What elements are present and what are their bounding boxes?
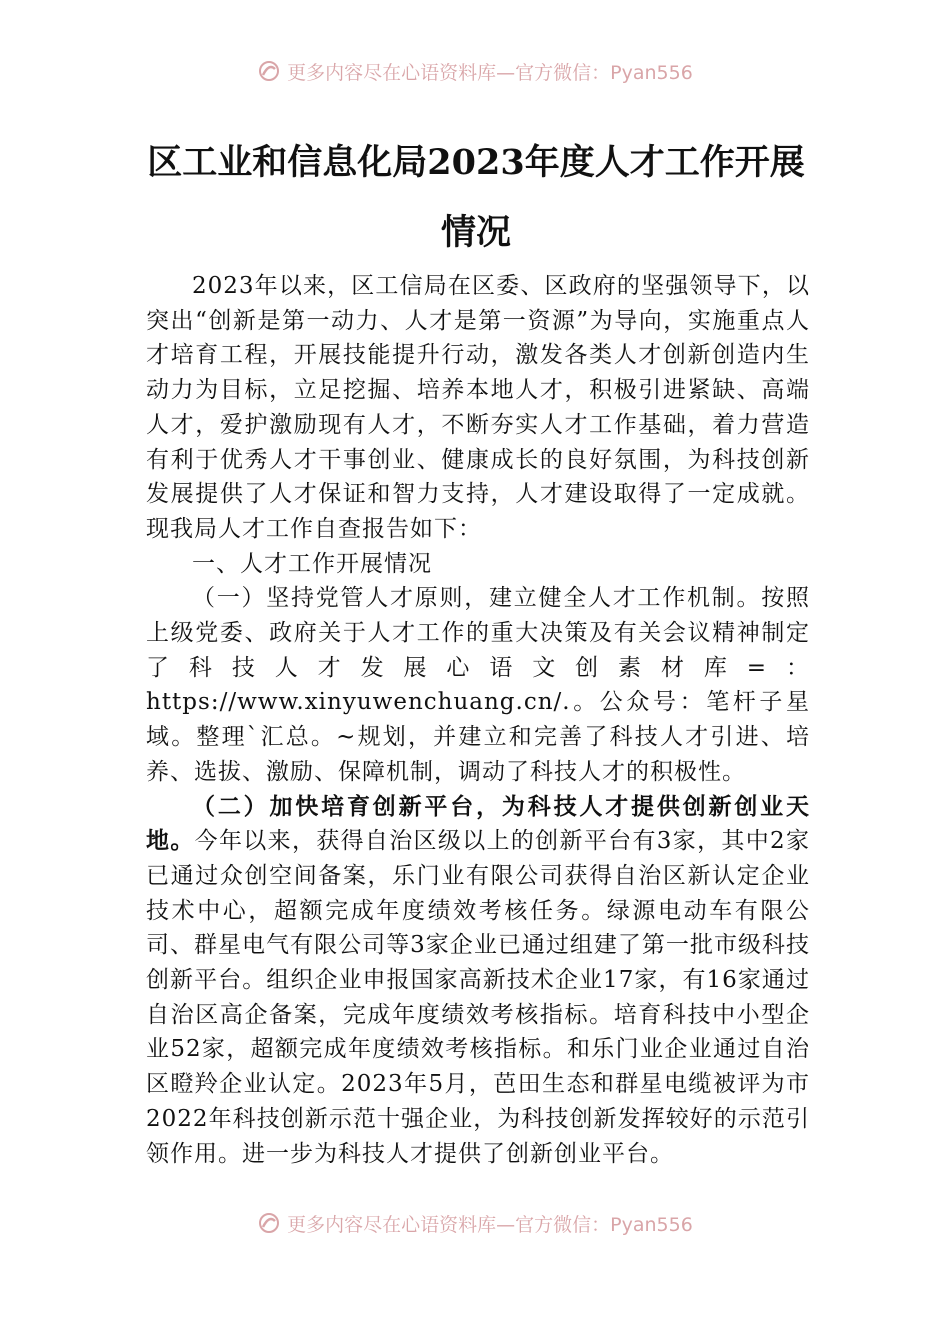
document-title-line2: 情况 bbox=[440, 212, 511, 253]
section-heading-1: 一、人才工作开展情况 bbox=[192, 550, 432, 577]
paragraph-2-body: 今年以来，获得自治区级以上的创新平台有3家，其中2家已通过众创空间备案，乐门业有限公司获得自治区新认定企业技术中心，超额完成年度绩效考核任务。绿源电动车有限公司、群星电气有限公司等3家企业已通过组建了第一批市级科技创新平台。组织企业申报国家高新技术企业17家，有16家通过自治区高企备案，完成年度绩效考核指标。培育科技中小型企业52家，超额完成年度绩效考核指标。和乐门业企业通过自治区瞪羚企业认定。2023年5月，芭田生态和群星电缆被评为市2022年科技创新示范十强企业，为科技创新发挥较好的示范引领作用。进一步为科技人才提供了创新创业平台。 bbox=[146, 828, 810, 1167]
paragraph-2 bbox=[146, 790, 810, 1172]
watermark-footer bbox=[0, 1208, 950, 1238]
watermark-logo-icon bbox=[257, 1211, 281, 1235]
document-body bbox=[146, 269, 810, 1171]
watermark-text: 更多内容尽在心语资料库—官方微信：Pyan556 bbox=[287, 61, 693, 84]
watermark-logo-icon bbox=[257, 59, 281, 83]
paragraph-1: （一）坚持党管人才原则，建立健全人才工作机制。按照上级党委、政府关于人才工作的重大决策及有关会议精神制定了科技人才发展心语文创素材库=：https://www.xinyuwenchuang.cn/.。公众号：笔杆子星域。整理`汇总。~规划，并建立和完善了科技人才引进、培养、选拔、激励、保障机制，调动了科技人才的积极性。 bbox=[146, 585, 810, 785]
document-title-line1: 区工业和信息化局2023年度人才工作开展 bbox=[147, 142, 805, 183]
watermark-text: 更多内容尽在心语资料库—官方微信：Pyan556 bbox=[287, 1213, 693, 1236]
intro-paragraph: 2023年以来，区工信局在区委、区政府的坚强领导下，以突出“创新是第一动力、人才是第一资源”为导向，实施重点人才培育工程，开展技能提升行动，激发各类人才创新创造内生动力为目标，立足挖掘、培养本地人才，积极引进紧缺、高端人才，爱护激励现有人才，不断夯实人才工作基础，着力营造有利于优秀人才干事创业、健康成长的良好氛围，为科技创新发展提供了人才保证和智力支持，人才建设取得了一定成就。现我局人才工作自查报告如下： bbox=[146, 273, 810, 542]
watermark-header bbox=[0, 56, 950, 86]
paragraph-2-lead: （二）加快培育创新平台，为科技人才提供创新创业天地。 bbox=[146, 792, 810, 855]
